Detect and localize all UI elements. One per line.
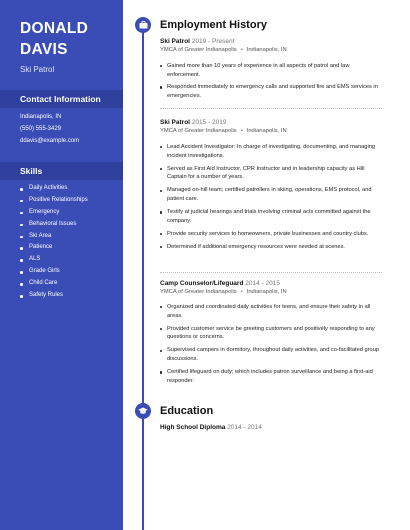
skill-item: Positive Relationships	[20, 195, 88, 207]
timeline-line	[142, 18, 144, 530]
contact-location: Indianapolis, IN	[20, 114, 62, 120]
skills-list	[20, 183, 88, 302]
bullet-item: Determined if additional emergency resources were needed at scenes.	[160, 243, 382, 252]
education-degree: High School Diploma	[160, 424, 226, 431]
bullet-item: Gained more than 10 years of experience in all aspects of patrol and law enforcement.	[160, 62, 382, 79]
job-location: Indianapolis, IN	[246, 47, 287, 53]
briefcase-icon	[135, 17, 151, 33]
job-title: Ski Patrol	[160, 38, 190, 45]
bullet-item: Provide security services to homeowners, private businesses and country clubs.	[160, 230, 382, 239]
contact-heading-band	[0, 90, 123, 108]
section-divider	[160, 272, 382, 273]
job-entry-title	[160, 119, 227, 126]
contact-heading: Contact Information	[20, 94, 101, 104]
skill-item: Child Care	[20, 278, 88, 290]
bullet-item: Certified lifeguard on duty; which includes patron surveillance and being a first-aid responder.	[160, 368, 382, 385]
sidebar	[0, 0, 123, 530]
skills-heading: Skills	[20, 166, 43, 176]
job-meta	[160, 128, 287, 134]
job-entry-title	[160, 280, 280, 287]
section-divider	[160, 108, 382, 109]
skill-item: ALS	[20, 254, 88, 266]
first-name: DONALD	[20, 20, 89, 37]
education-entry	[160, 424, 262, 431]
job-title: Camp Counselor/Lifeguard	[160, 280, 244, 287]
education-dates: 2014 - 2014	[227, 424, 262, 431]
job-meta	[160, 47, 287, 53]
job-bullets	[160, 303, 382, 385]
candidate-name	[20, 18, 88, 60]
graduation-cap-icon	[135, 403, 151, 419]
job-bullets	[160, 143, 382, 251]
skill-item: Grade Girls	[20, 266, 88, 278]
skill-item: Daily Activities	[20, 183, 88, 195]
bullet-item: Organized and coordinated daily activities for teens, and ensure their safety in all areas.	[160, 303, 382, 320]
skill-item: Behavioral Issues	[20, 219, 88, 231]
job-company: YMCA of Greater Indianapolis	[160, 47, 237, 53]
job-location: Indianapolis, IN	[246, 289, 287, 295]
bullet-item: Lead Accident Investigator: In charge of investigating, documenting, and managing incident investigations.	[160, 143, 382, 160]
job-company: YMCA of Greater Indianapolis	[160, 128, 237, 134]
skill-item: Safety Rules	[20, 290, 88, 302]
job-dates: 2019 - Present	[191, 38, 235, 45]
last-name: DAVIS	[20, 41, 68, 58]
contact-phone: (550) 555-3429	[20, 126, 62, 132]
skill-item: Emergency	[20, 207, 88, 219]
job-location: Indianapolis, IN	[246, 128, 287, 134]
bullet-item: Managed on-hill team; certified patrollers in skiing, operations, EMS protocol, and patient care.	[160, 186, 382, 203]
employment-heading: Employment History	[160, 19, 267, 31]
job-dates: 2014 - 2015	[245, 280, 280, 287]
bullet-item: Testify at judicial hearings and trials involving criminal acts committed against the company.	[160, 208, 382, 225]
bullet-item: Served as First Aid Instructor, CPR Instructor and in leadership capacity as Hill Captain for a number of years.	[160, 165, 382, 182]
job-title-subtitle: Ski Patrol	[20, 65, 55, 74]
job-bullets	[160, 62, 382, 100]
job-dates: 2015 - 2019	[191, 119, 227, 126]
skills-heading-band	[0, 162, 123, 180]
bullet-item: Provided customer service be greeting customers and positively responding to any questions or concerns.	[160, 325, 382, 342]
bullet-item: Responded immediately to emergency calls and supported fire and EMS services in emergencies.	[160, 83, 382, 100]
meta-separator: •	[240, 289, 243, 295]
job-entry-title	[160, 38, 234, 45]
bullet-item: Supervised campers in dormitory, throughout daily activities, and co-facilitated group discussions.	[160, 346, 382, 363]
education-heading: Education	[160, 405, 214, 417]
contact-email: ddavis@example.com	[20, 138, 80, 144]
meta-separator: •	[240, 128, 243, 134]
job-meta	[160, 289, 287, 295]
skill-item: Patience	[20, 242, 88, 254]
job-title: Ski Patrol	[160, 119, 190, 126]
skill-item: Ski Area	[20, 231, 88, 243]
job-company: YMCA of Greater Indianapolis	[160, 289, 237, 295]
meta-separator: •	[240, 47, 243, 53]
